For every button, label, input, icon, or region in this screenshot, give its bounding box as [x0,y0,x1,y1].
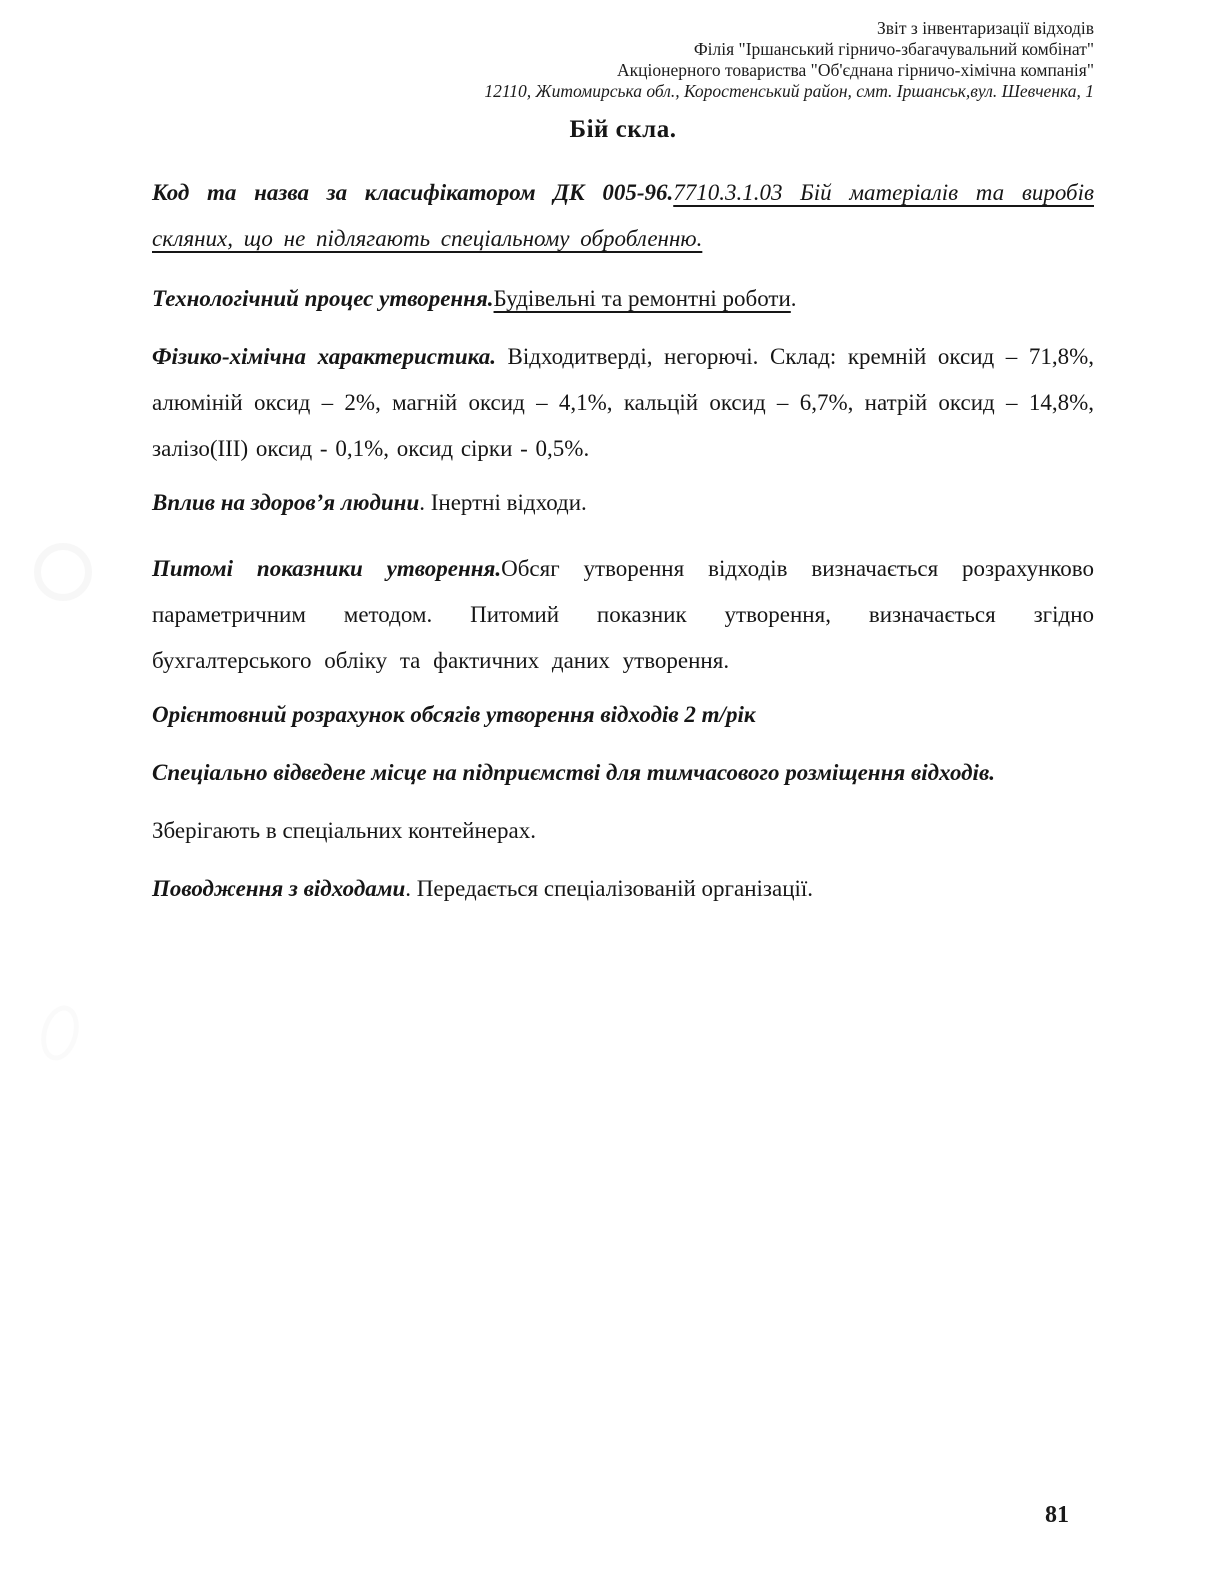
storage-place-text: Спеціально відведене місце на підприємстві для тимчасового розміщення відходів. [152,760,995,785]
physchem-value: Відходитверді, негорючі. Склад: кремній оксид – 71,8%, алюміній оксид – 2%, магній оксид – 4,1%, кальцій оксид – 6,7%, натрій оксид – 14,8%, залізо(ІІІ) оксид - 0,1%, оксид сірки - 0,5%. [152,344,1095,461]
scan-smudge-artifact [34,543,92,601]
paragraph-volume-estimate [152,692,1094,738]
header-report-title: Звіт з інвентаризації відходів [877,18,1094,38]
paragraph-process [152,276,1094,322]
process-tail: . [790,286,797,311]
classification-value: 7710.3.1.03 Бій матеріалів та виробів скляних, що не підлягають спеціальному обробленню. [152,180,1094,251]
paragraph-classification [152,170,1094,262]
waste-handling-value: . Передається спеціалізованій організації. [405,876,814,901]
paragraph-physchem [152,334,1094,472]
header-branch-name: Філія "Іршанський гірничо-збагачувальний комбінат" [693,39,1094,59]
process-value: Будівельні та ремонтні роботи [493,286,791,311]
health-impact-value: . Інертні відходи. [419,490,587,515]
page-title: Бій скла. [569,116,677,143]
paragraph-storage-note [152,808,1094,854]
volume-estimate-text: Орієнтовний розрахунок обсягів утворення відходів 2 т/рік [152,702,756,727]
document-header [152,18,1094,102]
specific-indicators-label: Питомі показники утворення. [152,556,502,581]
specific-indicators-value: Обсяг утворення відходів визначається розрахунково параметричним методом. Питомий показник утворення, визначається згідно бухгалтерського обліку та фактичних даних утворення. [152,556,1094,673]
header-address: 12110, Житомирська обл., Коростенський район, смт. Іршанськ,вул. Шевченка, 1 [484,81,1094,101]
storage-note-text: Зберігають в спеціальних контейнерах. [152,818,536,843]
classification-label: Код та назва за класифікатором ДК 005-96. [152,180,674,205]
paragraph-health-impact [152,480,1094,526]
page-number: 81 [1045,1502,1069,1528]
header-company-name: Акціонерного товариства "Об'єднана гірничо-хімічна компанія" [617,60,1094,80]
paragraph-specific-indicators [152,546,1094,684]
paragraph-storage-place [152,750,1094,796]
health-impact-label: Вплив на здоров’я людини [152,490,420,515]
waste-handling-label: Поводження з відходами [152,876,406,901]
paragraph-waste-handling [152,866,1094,912]
process-label: Технологічний процес утворення. [152,286,494,311]
physchem-label: Фізико-хімічна характеристика. [152,344,496,369]
scan-smudge-artifact [35,1001,84,1064]
